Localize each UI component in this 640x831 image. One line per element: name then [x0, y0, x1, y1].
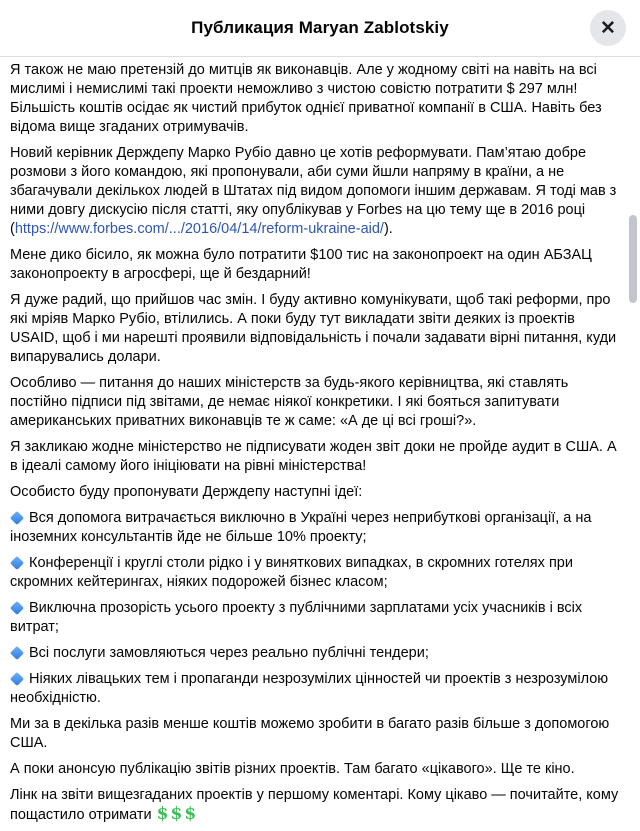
close-button[interactable]: [590, 10, 626, 46]
post-bullet-item: Конференції і круглі столи рідко і у виняткових випадках, в скромних готелях при скромних кейтерингах, ніяких подорожей бізнес класом;: [10, 555, 573, 590]
blue-diamond-icon: [10, 511, 24, 525]
dollar-emoji: $: [156, 804, 170, 824]
post-paragraph: Особисто буду пропонувати Держдепу наступні ідеї:: [10, 484, 363, 500]
post-paragraph: Я дуже радий, що прийшов час змін. І буду активно комунікувати, щоб такі реформи, про які мріяв Марко Рубіо, втілились. А поки буду тут викладати звіти деяких із проектів USAID, щоб і ми нарешті проявили відповідальність і почали задавати вірні питання, куди випарувались долари.: [10, 292, 617, 365]
scrollbar-thumb[interactable]: [629, 215, 637, 303]
post-body: [0, 57, 640, 831]
post-paragraph: Я закликаю жодне міністерство не підписувати жоден звіт доки не пройде аудит в США. А в ідеалі самому його ініціювати на рівні міністерства!: [10, 439, 617, 474]
dollar-emoji: $: [184, 804, 198, 824]
forbes-article-link[interactable]: https://www.forbes.com/.../2016/04/14/reform-ukraine-aid/: [14, 221, 384, 237]
blue-diamond-icon: [10, 672, 24, 686]
blue-diamond-icon: [10, 556, 24, 570]
post-paragraph: Новий керівник Держдепу Марко Рубіо давно це хотів реформувати. Пам’ятаю добре розмови з його командою, які пропонували, аби суми йшли напряму в країни, а не збагачували декількох людей в Штатах під видом допомоги іншим державам. Я тоді мав з ними довгу дискусію після статті, яку опублікував у Forbes на цю тему ще в 2016 році (https://www.forbes.com/.../2016/04/14/reform-ukraine-aid/).: [10, 145, 617, 237]
post-bullet-item: Виключна прозорість усього проекту з публічними зарплатами усіх учасників і всіх витрат;: [10, 600, 583, 635]
dollar-emoji: $: [170, 804, 184, 824]
close-icon: ✕: [600, 17, 616, 39]
modal-title: Публикация Maryan Zablotskiy: [191, 18, 449, 37]
post-paragraph: А поки анонсую публікацію звітів різних проектів. Там багато «цікавого». Ще те кіно.: [10, 761, 575, 777]
post-bullet-item: Всі послуги замовляються через реально публічні тендери;: [10, 644, 625, 663]
post-paragraph: Лінк на звіти вищезгаданих проектів у першому коментарі. Кому цікаво — почитайте, кому пощастило отримати $$$: [10, 787, 619, 824]
post-paragraph: Ми за в декілька разів менше коштів можемо зробити в багато разів більше з допомогою США.: [10, 716, 610, 751]
post-paragraph: Особливо — питання до наших міністерств за будь-якого керівництва, які ставлять постійно підписи під звітами, де немає ніякої конкретики. І які бояться запитувати американських приватних виконавців те ж саме: «А де ці всі гроші?».: [10, 375, 569, 429]
modal-header: [0, 0, 640, 57]
blue-diamond-icon: [10, 646, 24, 660]
post-bullet-item: Ніяких лівацьких тем і пропаганди незрозумілих цінностей чи проектів з незрозумілою необхідністю.: [10, 671, 609, 706]
blue-diamond-icon: [10, 601, 24, 615]
post-paragraph: Я також не маю претензій до митців як виконавців. Але у жодному світі на навіть на всі мислимі і немислимі такі проекти неможливо з чистою совістю потратити $ 297 млн! Більшість коштів осідає як чистий прибуток однієї приватної компанії в США. Навіть без відома вище згаданих отримувачів.: [10, 62, 602, 135]
post-bullet-item: Вся допомога витрачається виключно в Україні через неприбуткові організації, а на іноземних консультантів йде не більше 10% проекту;: [10, 510, 592, 545]
post-paragraph: Мене дико бісило, як можна було потратити $100 тис на законопроект на один АБЗАЦ законопроекту в агросфері, ще й бездарний!: [10, 247, 592, 282]
